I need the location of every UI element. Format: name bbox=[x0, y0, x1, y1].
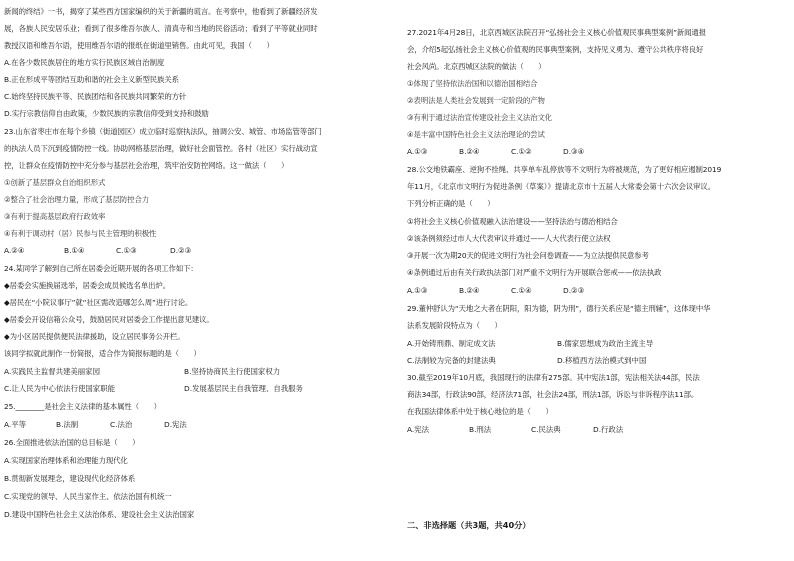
q28-stem-line-3: 下列分析正确的是（ ） bbox=[407, 199, 495, 208]
q22-option-a: A.在各少数民族居住的地方实行民族区域自治制度 bbox=[4, 58, 165, 67]
q25-option-d: D.宪法 bbox=[164, 420, 187, 429]
q28-option-a: A.①③ bbox=[407, 286, 428, 295]
q23-option-d: D.②③ bbox=[170, 246, 192, 255]
q29-option-a: A.开始铸刑鼎、制定成文法 bbox=[407, 339, 496, 348]
q27-stem-line-3: 社会风尚。北京西城区法院的做法（ ） bbox=[407, 62, 546, 71]
q24-stem: 24.某同学了解到自己所在居委会近期开展的各项工作如下： bbox=[4, 264, 198, 273]
q28-item-4: ④条例通过后由有关行政执法部门对严重不文明行为开展联合惩戒——依法执政 bbox=[407, 268, 662, 277]
q28-item-1: ①将社会主义核心价值观融入法治建设——坚持法治与德治相结合 bbox=[407, 217, 618, 226]
q24-option-c: C.让人民为中心依法行使国家职能 bbox=[4, 384, 115, 393]
q22-option-b: B.正在形成平等团结互助和谐的社会主义新型民族关系 bbox=[4, 75, 179, 84]
q23-option-b: B.①④ bbox=[64, 246, 85, 255]
q23-stem-line-3: 控，让群众在疫情防控中充分参与基层社会治理，筑牢治安防控网络。这一做法（ ） bbox=[4, 161, 289, 170]
q22-option-d: D.实行宗教信仰自由政策，少数民族的宗教信仰受到支持和鼓励 bbox=[4, 109, 209, 118]
q28-option-d: D.②③ bbox=[563, 286, 585, 295]
q29-stem-line-2: 法系发展阶段特点为（ ） bbox=[407, 321, 502, 330]
q30-stem-line-3: 在我国法律体系中处于核心地位的是（ ） bbox=[407, 407, 553, 416]
q30-option-b: B.刑法 bbox=[469, 425, 492, 434]
q24-option-d: D.发展基层民主自我管理、自我服务 bbox=[184, 384, 303, 393]
q22-stem-line-2: 展，各族人民安居乐业；看到了很多维吾尔族人、清真寺和当地的民俗活动；看到了平等就业同时 bbox=[4, 24, 318, 33]
q26-option-d: D.建设中国特色社会主义法治体系、建设社会主义法治国家 bbox=[4, 510, 195, 519]
q23-item-4: ④有利于调动村（居）民参与民主管理的积极性 bbox=[4, 229, 157, 238]
q23-item-2: ②整合了社会治理力量，形成了基层防控合力 bbox=[4, 195, 150, 204]
q27-option-c: C.①② bbox=[511, 147, 532, 156]
q26-option-a: A.实现国家治理体系和治理能力现代化 bbox=[4, 456, 128, 465]
q22-stem-line-1: 新闻的终结》一书，揭穿了某些西方国家编织的关于新疆的谎言。在考察中，他看到了新疆经济发 bbox=[4, 7, 318, 16]
q24-item-2: ◆居民在“小院议事厅”就“社区需改造哪怎么周”进行讨论。 bbox=[4, 298, 193, 307]
q24-question: 该同学拟就此制作一份简报，适合作为简报标题的是（ ） bbox=[4, 349, 201, 358]
q27-stem-line-1: 27.2021年4月28日，北京西城区法院召开“弘扬社会主义核心价值观民事典型案例”新闻通报 bbox=[407, 28, 707, 37]
q23-item-3: ③有利于提高基层政府行政效率 bbox=[4, 212, 106, 221]
q25-option-b: B.法制 bbox=[56, 420, 79, 429]
q27-item-4: ④是丰富中国特色社会主义法治理论的尝试 bbox=[407, 130, 545, 139]
q23-item-1: ①创新了基层群众自治组织形式 bbox=[4, 178, 106, 187]
q28-item-2: ②该条例须经过市人大代表审议并通过——人大代表行使立法权 bbox=[407, 234, 611, 243]
q26-option-b: B.贯彻新发展理念，建设现代化经济体系 bbox=[4, 474, 136, 483]
q25-option-c: C.法治 bbox=[110, 420, 133, 429]
q27-item-3: ③有利于通过法治宣传建设社会主义法治文化 bbox=[407, 113, 553, 122]
q24-option-b: B.坚持协商民主行使国家权力 bbox=[184, 367, 281, 376]
q29-option-d: D.移植西方法治模式到中国 bbox=[557, 356, 647, 365]
q30-stem-line-1: 30.截至2019年10月底，我国现行的法律有275部。其中宪法1部，宪法相关法44部，民法 bbox=[407, 373, 700, 382]
section-heading-non-choice: 二、非选择题（共3题，共40分） bbox=[407, 520, 531, 530]
q27-item-2: ②表明法是人类社会发展到一定阶段的产物 bbox=[407, 96, 545, 105]
q28-stem-line-1: 28.公交地铁霸座、逆狗不拴绳、共享单车乱停放等不文明行为将被规范，为了更好相应遏制2019 bbox=[407, 165, 722, 174]
q30-option-a: A.宪法 bbox=[407, 425, 430, 434]
q23-option-c: C.①③ bbox=[116, 246, 137, 255]
q24-option-a: A.实践民主监督共建美丽家园 bbox=[4, 367, 100, 376]
q22-option-c: C.始终坚持民族平等、民族团结和各民族共同繁荣的方针 bbox=[4, 92, 187, 101]
q28-stem-line-2: 年11月，《北京市文明行为促进条例（草案）》提请北京市十五届人大常委会第十六次会议审议。 bbox=[407, 182, 716, 191]
q29-stem-line-1: 29.董仲舒认为“天地之大者在阴阳，阳为德，阴为刑”，德行关系应是“德主刑辅”，这体现中华 bbox=[407, 304, 711, 313]
q23-stem-line-1: 23.山东省枣庄市在每个乡镇（街道园区）成立临时巡察执法队，抽调公安、城管、市场监管等部门 bbox=[4, 127, 322, 136]
q28-item-3: ③开展一次为期20天的促进文明行为社会问卷调查——为立法提供民意参考 bbox=[407, 251, 649, 260]
q27-item-1: ①体现了坚持依法治国和以德治国相结合 bbox=[407, 79, 538, 88]
q24-item-1: ◆居委会实施换届选举，居委会成员候选名单出炉。 bbox=[4, 281, 170, 290]
q27-option-d: D.③④ bbox=[563, 147, 585, 156]
q22-stem-line-3: 教授汉语和维吾尔语，使用维吾尔语的报纸在街道里销售。由此可见，我国（ ） bbox=[4, 41, 274, 50]
q28-option-b: B.②④ bbox=[459, 286, 480, 295]
q30-stem-line-2: 商法34部，行政法90部，经济法71部，社会法24部，刑法1部，诉讼与非诉程序法11部。 bbox=[407, 390, 699, 399]
q28-option-c: C.①④ bbox=[511, 286, 532, 295]
q24-item-3: ◆居委会开设信箱公众号，鼓励居民对居委会工作提出意见建议。 bbox=[4, 315, 214, 324]
q30-option-d: D.行政法 bbox=[593, 425, 624, 434]
q23-stem-line-2: 的执法人员下沉到疫情防控一线。协助网格基层治理，做好社会面管控。各村（社区）实行战动宣 bbox=[4, 144, 318, 153]
q23-option-a: A.②④ bbox=[4, 246, 25, 255]
q26-option-c: C.实现党的领导、人民当家作主、依法治国有机统一 bbox=[4, 492, 172, 501]
q27-stem-line-2: 会，介绍5起弘扬社会主义核心价值观的民事典型案例，支持见义勇为、遵守公共秩序将良好 bbox=[407, 45, 704, 54]
q30-option-c: C.民法典 bbox=[531, 425, 561, 434]
q27-option-b: B.②④ bbox=[459, 147, 480, 156]
q26-stem: 26.全面推进依法治国的总目标是（ ） bbox=[4, 438, 140, 447]
q25-option-a: A.平等 bbox=[4, 420, 27, 429]
q29-option-b: B.儒家思想成为政治主流主导 bbox=[557, 339, 654, 348]
q24-item-4: ◆为小区居民提供便民法律援助，设立居民事务公开栏。 bbox=[4, 332, 185, 341]
q29-option-c: C.法制较为完备的封建法典 bbox=[407, 356, 496, 365]
q27-option-a: A.①③ bbox=[407, 147, 428, 156]
q25-stem: 25.________是社会主义法律的基本属性（ ） bbox=[4, 402, 161, 411]
